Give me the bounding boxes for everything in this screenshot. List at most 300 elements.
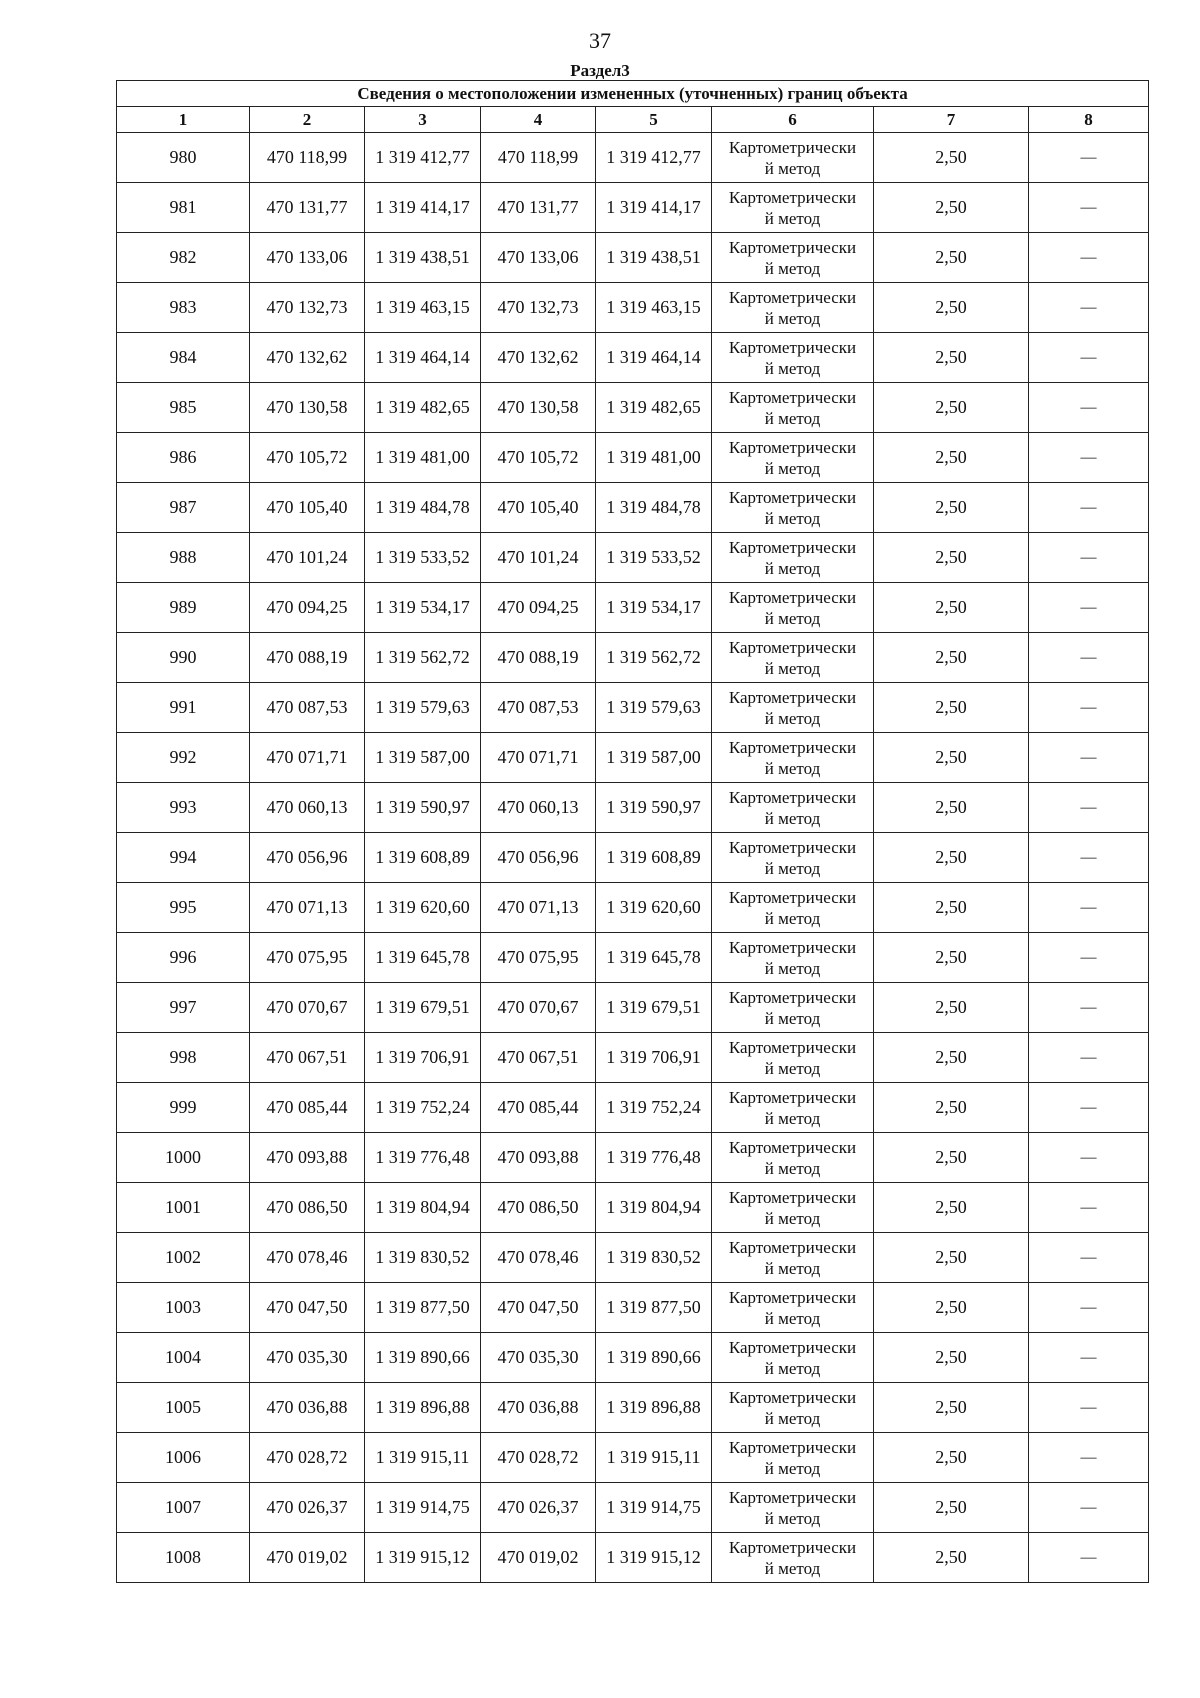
point-number: 997 xyxy=(117,983,250,1033)
accuracy: 2,50 xyxy=(874,783,1029,833)
table-title-row xyxy=(117,81,1149,107)
existing-y: 1 319 830,52 xyxy=(365,1233,481,1283)
note-dash: — xyxy=(1029,1033,1149,1083)
note-dash: — xyxy=(1029,883,1149,933)
table-row xyxy=(117,1183,1149,1233)
table-row xyxy=(117,883,1149,933)
existing-y: 1 319 896,88 xyxy=(365,1383,481,1433)
point-number: 1004 xyxy=(117,1333,250,1383)
accuracy: 2,50 xyxy=(874,433,1029,483)
table-row xyxy=(117,833,1149,883)
point-number: 994 xyxy=(117,833,250,883)
point-number: 984 xyxy=(117,333,250,383)
existing-x: 470 036,88 xyxy=(250,1383,365,1433)
point-number: 1000 xyxy=(117,1133,250,1183)
method-text-line2: й метод xyxy=(764,1508,821,1528)
method-cell xyxy=(712,1283,874,1333)
column-number: 8 xyxy=(1029,107,1149,133)
new-y: 1 319 645,78 xyxy=(596,933,712,983)
method-text-line1: Картометрически xyxy=(728,1087,857,1107)
method-text-line1: Картометрически xyxy=(728,837,857,857)
point-number: 982 xyxy=(117,233,250,283)
column-number: 1 xyxy=(117,107,250,133)
new-y: 1 319 915,11 xyxy=(596,1433,712,1483)
existing-y: 1 319 679,51 xyxy=(365,983,481,1033)
method-cell xyxy=(712,183,874,233)
new-y: 1 319 914,75 xyxy=(596,1483,712,1533)
table-row xyxy=(117,583,1149,633)
existing-y: 1 319 482,65 xyxy=(365,383,481,433)
section-label: Раздел3 xyxy=(570,61,630,80)
point-number: 981 xyxy=(117,183,250,233)
existing-x: 470 071,13 xyxy=(250,883,365,933)
existing-y: 1 319 438,51 xyxy=(365,233,481,283)
existing-x: 470 028,72 xyxy=(250,1433,365,1483)
table-row xyxy=(117,1383,1149,1433)
new-y: 1 319 830,52 xyxy=(596,1233,712,1283)
method-cell xyxy=(712,1433,874,1483)
table-row xyxy=(117,483,1149,533)
note-dash: — xyxy=(1029,233,1149,283)
note-dash: — xyxy=(1029,783,1149,833)
table-row xyxy=(117,283,1149,333)
table-row xyxy=(117,1083,1149,1133)
method-cell xyxy=(712,1383,874,1433)
table-row xyxy=(117,783,1149,833)
accuracy: 2,50 xyxy=(874,1433,1029,1483)
method-text-line1: Картометрически xyxy=(728,1137,857,1157)
note-dash: — xyxy=(1029,1133,1149,1183)
new-y: 1 319 915,12 xyxy=(596,1533,712,1583)
method-text-line1: Картометрически xyxy=(728,937,857,957)
existing-y: 1 319 484,78 xyxy=(365,483,481,533)
new-y: 1 319 533,52 xyxy=(596,533,712,583)
table-row xyxy=(117,983,1149,1033)
column-number: 2 xyxy=(250,107,365,133)
note-dash: — xyxy=(1029,183,1149,233)
new-x: 470 088,19 xyxy=(481,633,596,683)
existing-y: 1 319 804,94 xyxy=(365,1183,481,1233)
point-number: 989 xyxy=(117,583,250,633)
point-number: 995 xyxy=(117,883,250,933)
method-text-line1: Картометрически xyxy=(728,1237,857,1257)
method-text-line1: Картометрически xyxy=(728,787,857,807)
table-row xyxy=(117,683,1149,733)
existing-y: 1 319 590,97 xyxy=(365,783,481,833)
point-number: 987 xyxy=(117,483,250,533)
method-text-line2: й метод xyxy=(764,1408,821,1428)
accuracy: 2,50 xyxy=(874,1083,1029,1133)
method-text-line2: й метод xyxy=(764,308,821,328)
column-number-row xyxy=(117,107,1149,133)
method-text-line2: й метод xyxy=(764,258,821,278)
note-dash: — xyxy=(1029,283,1149,333)
new-x: 470 056,96 xyxy=(481,833,596,883)
new-x: 470 019,02 xyxy=(481,1533,596,1583)
method-text-line2: й метод xyxy=(764,1458,821,1478)
existing-x: 470 093,88 xyxy=(250,1133,365,1183)
new-x: 470 093,88 xyxy=(481,1133,596,1183)
note-dash: — xyxy=(1029,1433,1149,1483)
method-cell xyxy=(712,633,874,683)
accuracy: 2,50 xyxy=(874,1383,1029,1433)
table-row xyxy=(117,183,1149,233)
existing-y: 1 319 562,72 xyxy=(365,633,481,683)
method-text-line1: Картометрически xyxy=(728,687,857,707)
method-text-line1: Картометрически xyxy=(728,1337,857,1357)
table-row xyxy=(117,733,1149,783)
existing-y: 1 319 464,14 xyxy=(365,333,481,383)
existing-x: 470 075,95 xyxy=(250,933,365,983)
accuracy: 2,50 xyxy=(874,1233,1029,1283)
existing-x: 470 086,50 xyxy=(250,1183,365,1233)
table-title: Сведения о местоположении измененных (уточненных) границ объекта xyxy=(117,81,1149,107)
note-dash: — xyxy=(1029,133,1149,183)
accuracy: 2,50 xyxy=(874,833,1029,883)
point-number: 996 xyxy=(117,933,250,983)
existing-x: 470 056,96 xyxy=(250,833,365,883)
accuracy: 2,50 xyxy=(874,933,1029,983)
method-text-line1: Картометрически xyxy=(728,237,857,257)
existing-y: 1 319 752,24 xyxy=(365,1083,481,1133)
point-number: 1008 xyxy=(117,1533,250,1583)
table-row xyxy=(117,1283,1149,1333)
existing-y: 1 319 608,89 xyxy=(365,833,481,883)
note-dash: — xyxy=(1029,333,1149,383)
column-number: 5 xyxy=(596,107,712,133)
existing-y: 1 319 706,91 xyxy=(365,1033,481,1083)
accuracy: 2,50 xyxy=(874,333,1029,383)
method-text-line1: Картометрически xyxy=(728,1437,857,1457)
existing-x: 470 088,19 xyxy=(250,633,365,683)
new-y: 1 319 877,50 xyxy=(596,1283,712,1333)
note-dash: — xyxy=(1029,483,1149,533)
method-cell xyxy=(712,533,874,583)
point-number: 983 xyxy=(117,283,250,333)
existing-x: 470 026,37 xyxy=(250,1483,365,1533)
column-number: 3 xyxy=(365,107,481,133)
new-y: 1 319 484,78 xyxy=(596,483,712,533)
new-x: 470 071,13 xyxy=(481,883,596,933)
method-cell xyxy=(712,1233,874,1283)
table-row xyxy=(117,1433,1149,1483)
existing-y: 1 319 534,17 xyxy=(365,583,481,633)
method-text-line1: Картометрически xyxy=(728,537,857,557)
accuracy: 2,50 xyxy=(874,1133,1029,1183)
column-number: 6 xyxy=(712,107,874,133)
table-row xyxy=(117,333,1149,383)
method-text-line1: Картометрически xyxy=(728,887,857,907)
existing-y: 1 319 463,15 xyxy=(365,283,481,333)
accuracy: 2,50 xyxy=(874,533,1029,583)
existing-x: 470 094,25 xyxy=(250,583,365,633)
existing-y: 1 319 414,17 xyxy=(365,183,481,233)
table-row xyxy=(117,433,1149,483)
note-dash: — xyxy=(1029,683,1149,733)
new-x: 470 028,72 xyxy=(481,1433,596,1483)
existing-x: 470 035,30 xyxy=(250,1333,365,1383)
accuracy: 2,50 xyxy=(874,1483,1029,1533)
new-y: 1 319 804,94 xyxy=(596,1183,712,1233)
existing-x: 470 101,24 xyxy=(250,533,365,583)
new-x: 470 035,30 xyxy=(481,1333,596,1383)
existing-y: 1 319 533,52 xyxy=(365,533,481,583)
accuracy: 2,50 xyxy=(874,1533,1029,1583)
new-y: 1 319 438,51 xyxy=(596,233,712,283)
method-cell xyxy=(712,883,874,933)
new-x: 470 075,95 xyxy=(481,933,596,983)
point-number: 986 xyxy=(117,433,250,483)
new-x: 470 132,73 xyxy=(481,283,596,333)
existing-x: 470 060,13 xyxy=(250,783,365,833)
method-text-line2: й метод xyxy=(764,208,821,228)
table-row xyxy=(117,133,1149,183)
accuracy: 2,50 xyxy=(874,583,1029,633)
method-text-line2: й метод xyxy=(764,358,821,378)
method-text-line2: й метод xyxy=(764,508,821,528)
accuracy: 2,50 xyxy=(874,383,1029,433)
point-number: 1003 xyxy=(117,1283,250,1333)
method-text-line1: Картометрически xyxy=(728,737,857,757)
new-x: 470 118,99 xyxy=(481,133,596,183)
accuracy: 2,50 xyxy=(874,1033,1029,1083)
method-text-line2: й метод xyxy=(764,1158,821,1178)
method-text-line2: й метод xyxy=(764,158,821,178)
accuracy: 2,50 xyxy=(874,883,1029,933)
new-x: 470 085,44 xyxy=(481,1083,596,1133)
point-number: 1006 xyxy=(117,1433,250,1483)
existing-y: 1 319 776,48 xyxy=(365,1133,481,1183)
table-row xyxy=(117,1333,1149,1383)
new-y: 1 319 414,17 xyxy=(596,183,712,233)
method-cell xyxy=(712,733,874,783)
new-x: 470 078,46 xyxy=(481,1233,596,1283)
note-dash: — xyxy=(1029,1283,1149,1333)
method-text-line2: й метод xyxy=(764,758,821,778)
table-row xyxy=(117,1533,1149,1583)
new-x: 470 094,25 xyxy=(481,583,596,633)
existing-x: 470 105,40 xyxy=(250,483,365,533)
new-y: 1 319 896,88 xyxy=(596,1383,712,1433)
point-number: 992 xyxy=(117,733,250,783)
existing-y: 1 319 914,75 xyxy=(365,1483,481,1533)
existing-x: 470 132,73 xyxy=(250,283,365,333)
point-number: 1001 xyxy=(117,1183,250,1233)
existing-y: 1 319 579,63 xyxy=(365,683,481,733)
point-number: 985 xyxy=(117,383,250,433)
method-cell xyxy=(712,983,874,1033)
accuracy: 2,50 xyxy=(874,483,1029,533)
existing-x: 470 047,50 xyxy=(250,1283,365,1333)
new-x: 470 071,71 xyxy=(481,733,596,783)
method-text-line1: Картометрически xyxy=(728,287,857,307)
new-y: 1 319 463,15 xyxy=(596,283,712,333)
new-x: 470 036,88 xyxy=(481,1383,596,1433)
point-number: 1002 xyxy=(117,1233,250,1283)
method-text-line2: й метод xyxy=(764,608,821,628)
method-text-line1: Картометрически xyxy=(728,1187,857,1207)
new-y: 1 319 620,60 xyxy=(596,883,712,933)
new-y: 1 319 481,00 xyxy=(596,433,712,483)
existing-x: 470 071,71 xyxy=(250,733,365,783)
new-x: 470 101,24 xyxy=(481,533,596,583)
accuracy: 2,50 xyxy=(874,983,1029,1033)
method-text-line1: Картометрически xyxy=(728,187,857,207)
existing-y: 1 319 645,78 xyxy=(365,933,481,983)
method-cell xyxy=(712,1333,874,1383)
note-dash: — xyxy=(1029,733,1149,783)
method-text-line2: й метод xyxy=(764,1208,821,1228)
method-cell xyxy=(712,483,874,533)
column-number: 4 xyxy=(481,107,596,133)
table-row xyxy=(117,933,1149,983)
accuracy: 2,50 xyxy=(874,233,1029,283)
new-x: 470 026,37 xyxy=(481,1483,596,1533)
point-number: 993 xyxy=(117,783,250,833)
note-dash: — xyxy=(1029,983,1149,1033)
note-dash: — xyxy=(1029,433,1149,483)
new-x: 470 130,58 xyxy=(481,383,596,433)
note-dash: — xyxy=(1029,1183,1149,1233)
new-x: 470 105,40 xyxy=(481,483,596,533)
method-cell xyxy=(712,1133,874,1183)
existing-y: 1 319 877,50 xyxy=(365,1283,481,1333)
accuracy: 2,50 xyxy=(874,633,1029,683)
new-x: 470 086,50 xyxy=(481,1183,596,1233)
new-y: 1 319 587,00 xyxy=(596,733,712,783)
method-text-line1: Картометрически xyxy=(728,987,857,1007)
page-number: 37 xyxy=(589,28,611,53)
note-dash: — xyxy=(1029,383,1149,433)
new-y: 1 319 590,97 xyxy=(596,783,712,833)
accuracy: 2,50 xyxy=(874,1333,1029,1383)
method-text-line2: й метод xyxy=(764,1308,821,1328)
method-text-line1: Картометрически xyxy=(728,587,857,607)
existing-y: 1 319 587,00 xyxy=(365,733,481,783)
accuracy: 2,50 xyxy=(874,183,1029,233)
method-text-line1: Картометрически xyxy=(728,337,857,357)
table-row xyxy=(117,383,1149,433)
method-text-line2: й метод xyxy=(764,1008,821,1028)
method-text-line1: Картометрически xyxy=(728,1487,857,1507)
note-dash: — xyxy=(1029,533,1149,583)
new-y: 1 319 562,72 xyxy=(596,633,712,683)
new-y: 1 319 482,65 xyxy=(596,383,712,433)
existing-x: 470 087,53 xyxy=(250,683,365,733)
accuracy: 2,50 xyxy=(874,733,1029,783)
new-y: 1 319 679,51 xyxy=(596,983,712,1033)
table-body xyxy=(117,133,1149,1583)
new-x: 470 131,77 xyxy=(481,183,596,233)
method-cell xyxy=(712,1183,874,1233)
existing-y: 1 319 915,12 xyxy=(365,1533,481,1583)
accuracy: 2,50 xyxy=(874,1183,1029,1233)
existing-x: 470 131,77 xyxy=(250,183,365,233)
method-text-line2: й метод xyxy=(764,458,821,478)
existing-x: 470 105,72 xyxy=(250,433,365,483)
method-text-line1: Картометрически xyxy=(728,1037,857,1057)
point-number: 990 xyxy=(117,633,250,683)
point-number: 1005 xyxy=(117,1383,250,1433)
new-x: 470 133,06 xyxy=(481,233,596,283)
accuracy: 2,50 xyxy=(874,683,1029,733)
existing-x: 470 019,02 xyxy=(250,1533,365,1583)
method-cell xyxy=(712,1083,874,1133)
method-text-line2: й метод xyxy=(764,558,821,578)
point-number: 991 xyxy=(117,683,250,733)
existing-y: 1 319 915,11 xyxy=(365,1433,481,1483)
method-text-line2: й метод xyxy=(764,1108,821,1128)
table-row xyxy=(117,633,1149,683)
method-cell xyxy=(712,433,874,483)
method-text-line1: Картометрически xyxy=(728,637,857,657)
note-dash: — xyxy=(1029,1083,1149,1133)
new-y: 1 319 464,14 xyxy=(596,333,712,383)
note-dash: — xyxy=(1029,1483,1149,1533)
new-x: 470 105,72 xyxy=(481,433,596,483)
method-cell xyxy=(712,583,874,633)
new-y: 1 319 776,48 xyxy=(596,1133,712,1183)
existing-x: 470 078,46 xyxy=(250,1233,365,1283)
new-y: 1 319 752,24 xyxy=(596,1083,712,1133)
method-cell xyxy=(712,333,874,383)
new-x: 470 132,62 xyxy=(481,333,596,383)
method-text-line1: Картометрически xyxy=(728,1287,857,1307)
existing-x: 470 130,58 xyxy=(250,383,365,433)
method-text-line2: й метод xyxy=(764,658,821,678)
method-cell xyxy=(712,833,874,883)
table-row xyxy=(117,1483,1149,1533)
new-x: 470 060,13 xyxy=(481,783,596,833)
point-number: 1007 xyxy=(117,1483,250,1533)
method-text-line1: Картометрически xyxy=(728,1537,857,1557)
accuracy: 2,50 xyxy=(874,133,1029,183)
existing-x: 470 067,51 xyxy=(250,1033,365,1083)
note-dash: — xyxy=(1029,1383,1149,1433)
note-dash: — xyxy=(1029,1533,1149,1583)
table-row xyxy=(117,1233,1149,1283)
new-y: 1 319 608,89 xyxy=(596,833,712,883)
method-text-line1: Картометрически xyxy=(728,437,857,457)
method-cell xyxy=(712,383,874,433)
existing-y: 1 319 412,77 xyxy=(365,133,481,183)
point-number: 980 xyxy=(117,133,250,183)
existing-x: 470 133,06 xyxy=(250,233,365,283)
existing-y: 1 319 890,66 xyxy=(365,1333,481,1383)
method-cell xyxy=(712,1033,874,1083)
note-dash: — xyxy=(1029,633,1149,683)
point-number: 999 xyxy=(117,1083,250,1133)
method-cell xyxy=(712,1483,874,1533)
existing-x: 470 132,62 xyxy=(250,333,365,383)
new-y: 1 319 534,17 xyxy=(596,583,712,633)
method-cell xyxy=(712,783,874,833)
existing-y: 1 319 481,00 xyxy=(365,433,481,483)
method-cell xyxy=(712,233,874,283)
existing-y: 1 319 620,60 xyxy=(365,883,481,933)
method-text-line2: й метод xyxy=(764,1358,821,1378)
method-text-line2: й метод xyxy=(764,908,821,928)
method-text-line1: Картометрически xyxy=(728,487,857,507)
accuracy: 2,50 xyxy=(874,283,1029,333)
method-cell xyxy=(712,683,874,733)
note-dash: — xyxy=(1029,833,1149,883)
new-y: 1 319 412,77 xyxy=(596,133,712,183)
method-cell xyxy=(712,283,874,333)
point-number: 988 xyxy=(117,533,250,583)
existing-x: 470 070,67 xyxy=(250,983,365,1033)
table-row xyxy=(117,1033,1149,1083)
